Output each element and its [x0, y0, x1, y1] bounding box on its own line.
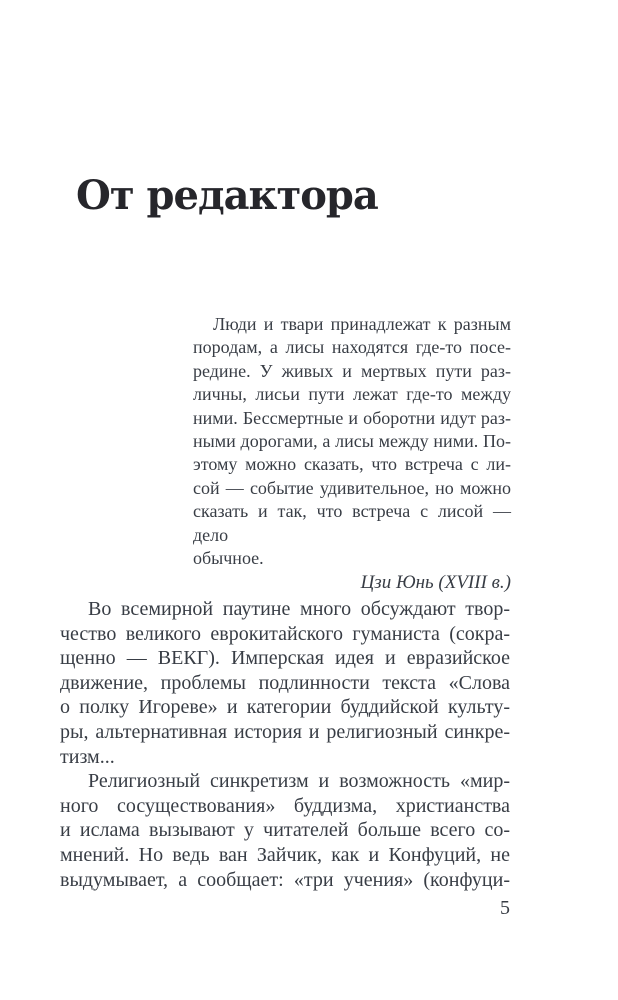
body-line: чество великого еврокитайского гуманиста (сокра-	[60, 622, 510, 645]
body-line: и ислама вызывают у читателей больше всего со-	[60, 819, 510, 842]
body-line: движение, проблемы подлинности текста «Слова	[60, 671, 510, 694]
epigraph-line: этому можно сказать, что встреча с ли-	[193, 454, 511, 475]
epigraph-line: обычное.	[193, 548, 264, 569]
epigraph-line: Люди и твари принадлежат к разным	[213, 314, 511, 334]
body-line: о полку Игореве» и категории буддийской культу-	[60, 696, 510, 719]
epigraph-line: личны, лисьи пути лежат где-то между	[193, 384, 511, 405]
body-line: ры, альтернативная история и религиозный синкре-	[60, 720, 510, 743]
body-line: Религиозный синкретизм и возможность «мир-	[88, 770, 510, 793]
body-paragraph	[60, 769, 510, 892]
epigraph-attribution: Цзи Юнь (XVIII в.)	[360, 572, 511, 594]
chapter-heading: От редактора	[76, 172, 378, 219]
epigraph-block	[193, 313, 511, 595]
body-line: Во всемирной паутине много обсуждают твор-	[88, 598, 510, 620]
body-line: выдумывает, а сообщает: «три учения» (конфуци-	[60, 868, 510, 891]
body-text	[60, 597, 510, 892]
epigraph-line: редине. У живых и мертвых пути раз-	[193, 360, 511, 381]
epigraph-line: породам, а лисы находятся где-то посе-	[193, 337, 511, 358]
epigraph-line: ними. Бессмертные и оборотни идут раз-	[193, 407, 511, 428]
body-line: мнений. Но ведь ван Зайчик, как и Конфуций, не	[60, 843, 510, 866]
body-line: щенно — ВЕКГ). Имперская идея и евразийское	[60, 647, 510, 670]
epigraph-line: ными дорогами, а лисы между ними. По-	[193, 431, 511, 452]
epigraph-line: сой — событие удивительное, но можно	[193, 477, 511, 498]
body-paragraph	[60, 597, 510, 769]
body-line: тизм...	[60, 745, 115, 768]
page-number: 5	[500, 897, 510, 919]
epigraph-line: сказать и так, что встреча с лисой — дело	[193, 501, 511, 545]
body-line: ного сосуществования» буддизма, христианства	[60, 794, 510, 817]
